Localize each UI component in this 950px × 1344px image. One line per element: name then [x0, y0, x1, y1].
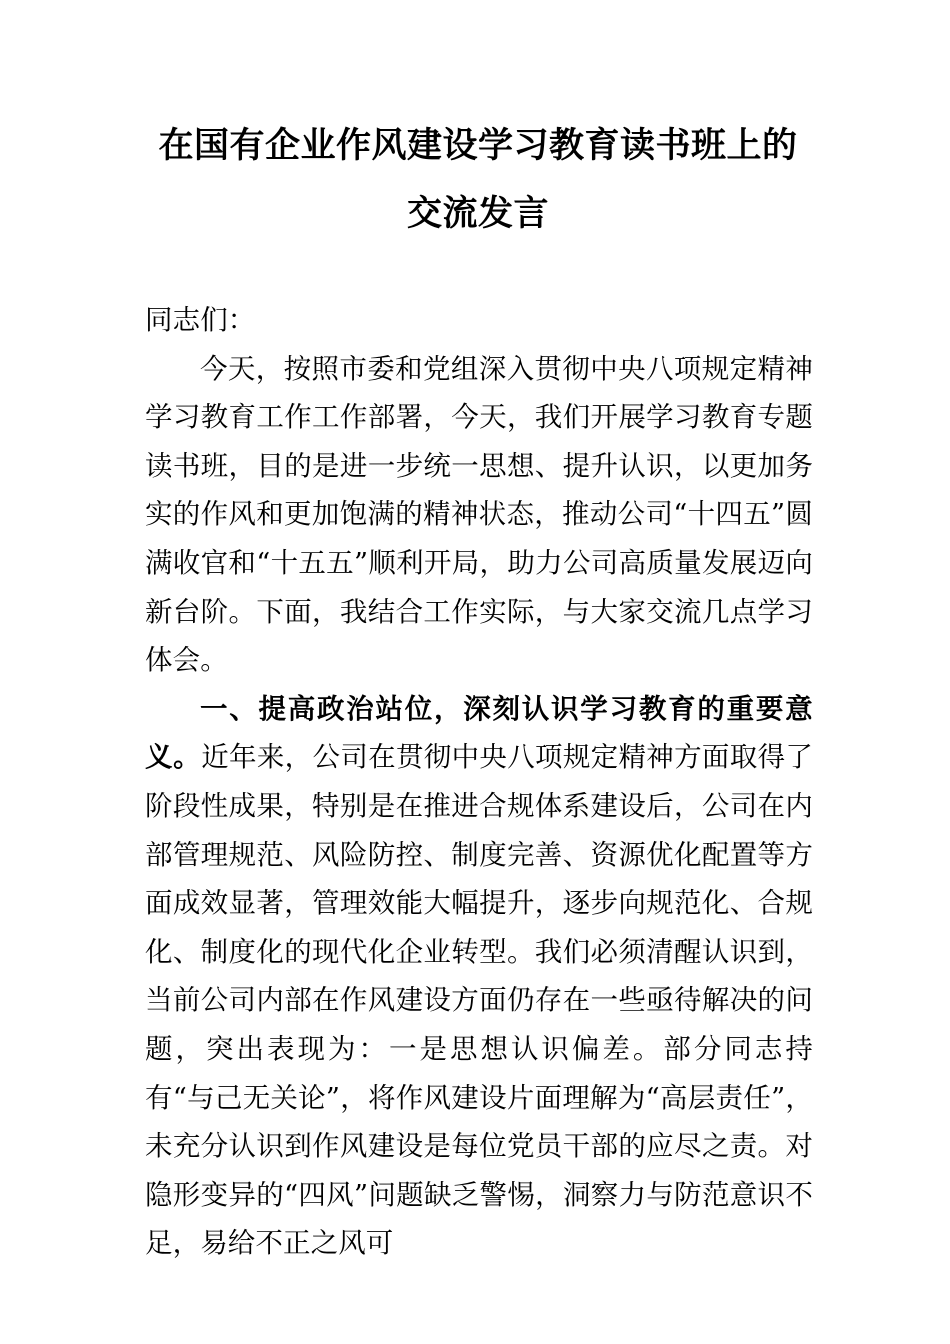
paragraph-opening: 今天，按照市委和党组深入贯彻中央八项规定精神学习教育工作工作部署，今天，我们开展学习教育专题读书班，目的是进一步统一思想、提升认识，以更加务实的作风和更加饱满的精神状态，推动公司“十四五”圆满收官和“十五五”顺利开局，助力公司高质量发展迈向新台阶。下面，我结合工作实际，与大家交流几点学习体会。 [145, 352, 813, 677]
section-one-heading: 一、提高政治站位，深刻认识学习教育的重要意义。 [145, 692, 813, 774]
section-one-text: 近年来，公司在贯彻中央八项规定精神方面取得了阶段性成果，特别是在推进合规体系建设后，公司在内部管理规范、风险防控、制度完善、资源优化配置等方面成效显著，管理效能大幅提升，逐步向规范化、合规化、制度化的现代化企业转型。我们必须清醒认识到，当前公司内部在作风建设方面仍存在一些亟待解决的问题，突出表现为：一是思想认识偏差。部分同志持有“与己无关论”，将作风建设片面理解为“高层责任”，未充分认识到作风建设是每位党员干部的应尽之责。对隐形变异的“四风”问题缺乏警惕，洞察力与防范意识不足，易给不正之风可 [145, 741, 813, 1260]
document-title: 在国有企业作风建设学习教育读书班上的交流发言 [158, 126, 798, 233]
document-body [145, 296, 813, 1268]
paragraph-section-one [145, 685, 813, 1268]
salutation-line: 同志们： [145, 304, 256, 336]
